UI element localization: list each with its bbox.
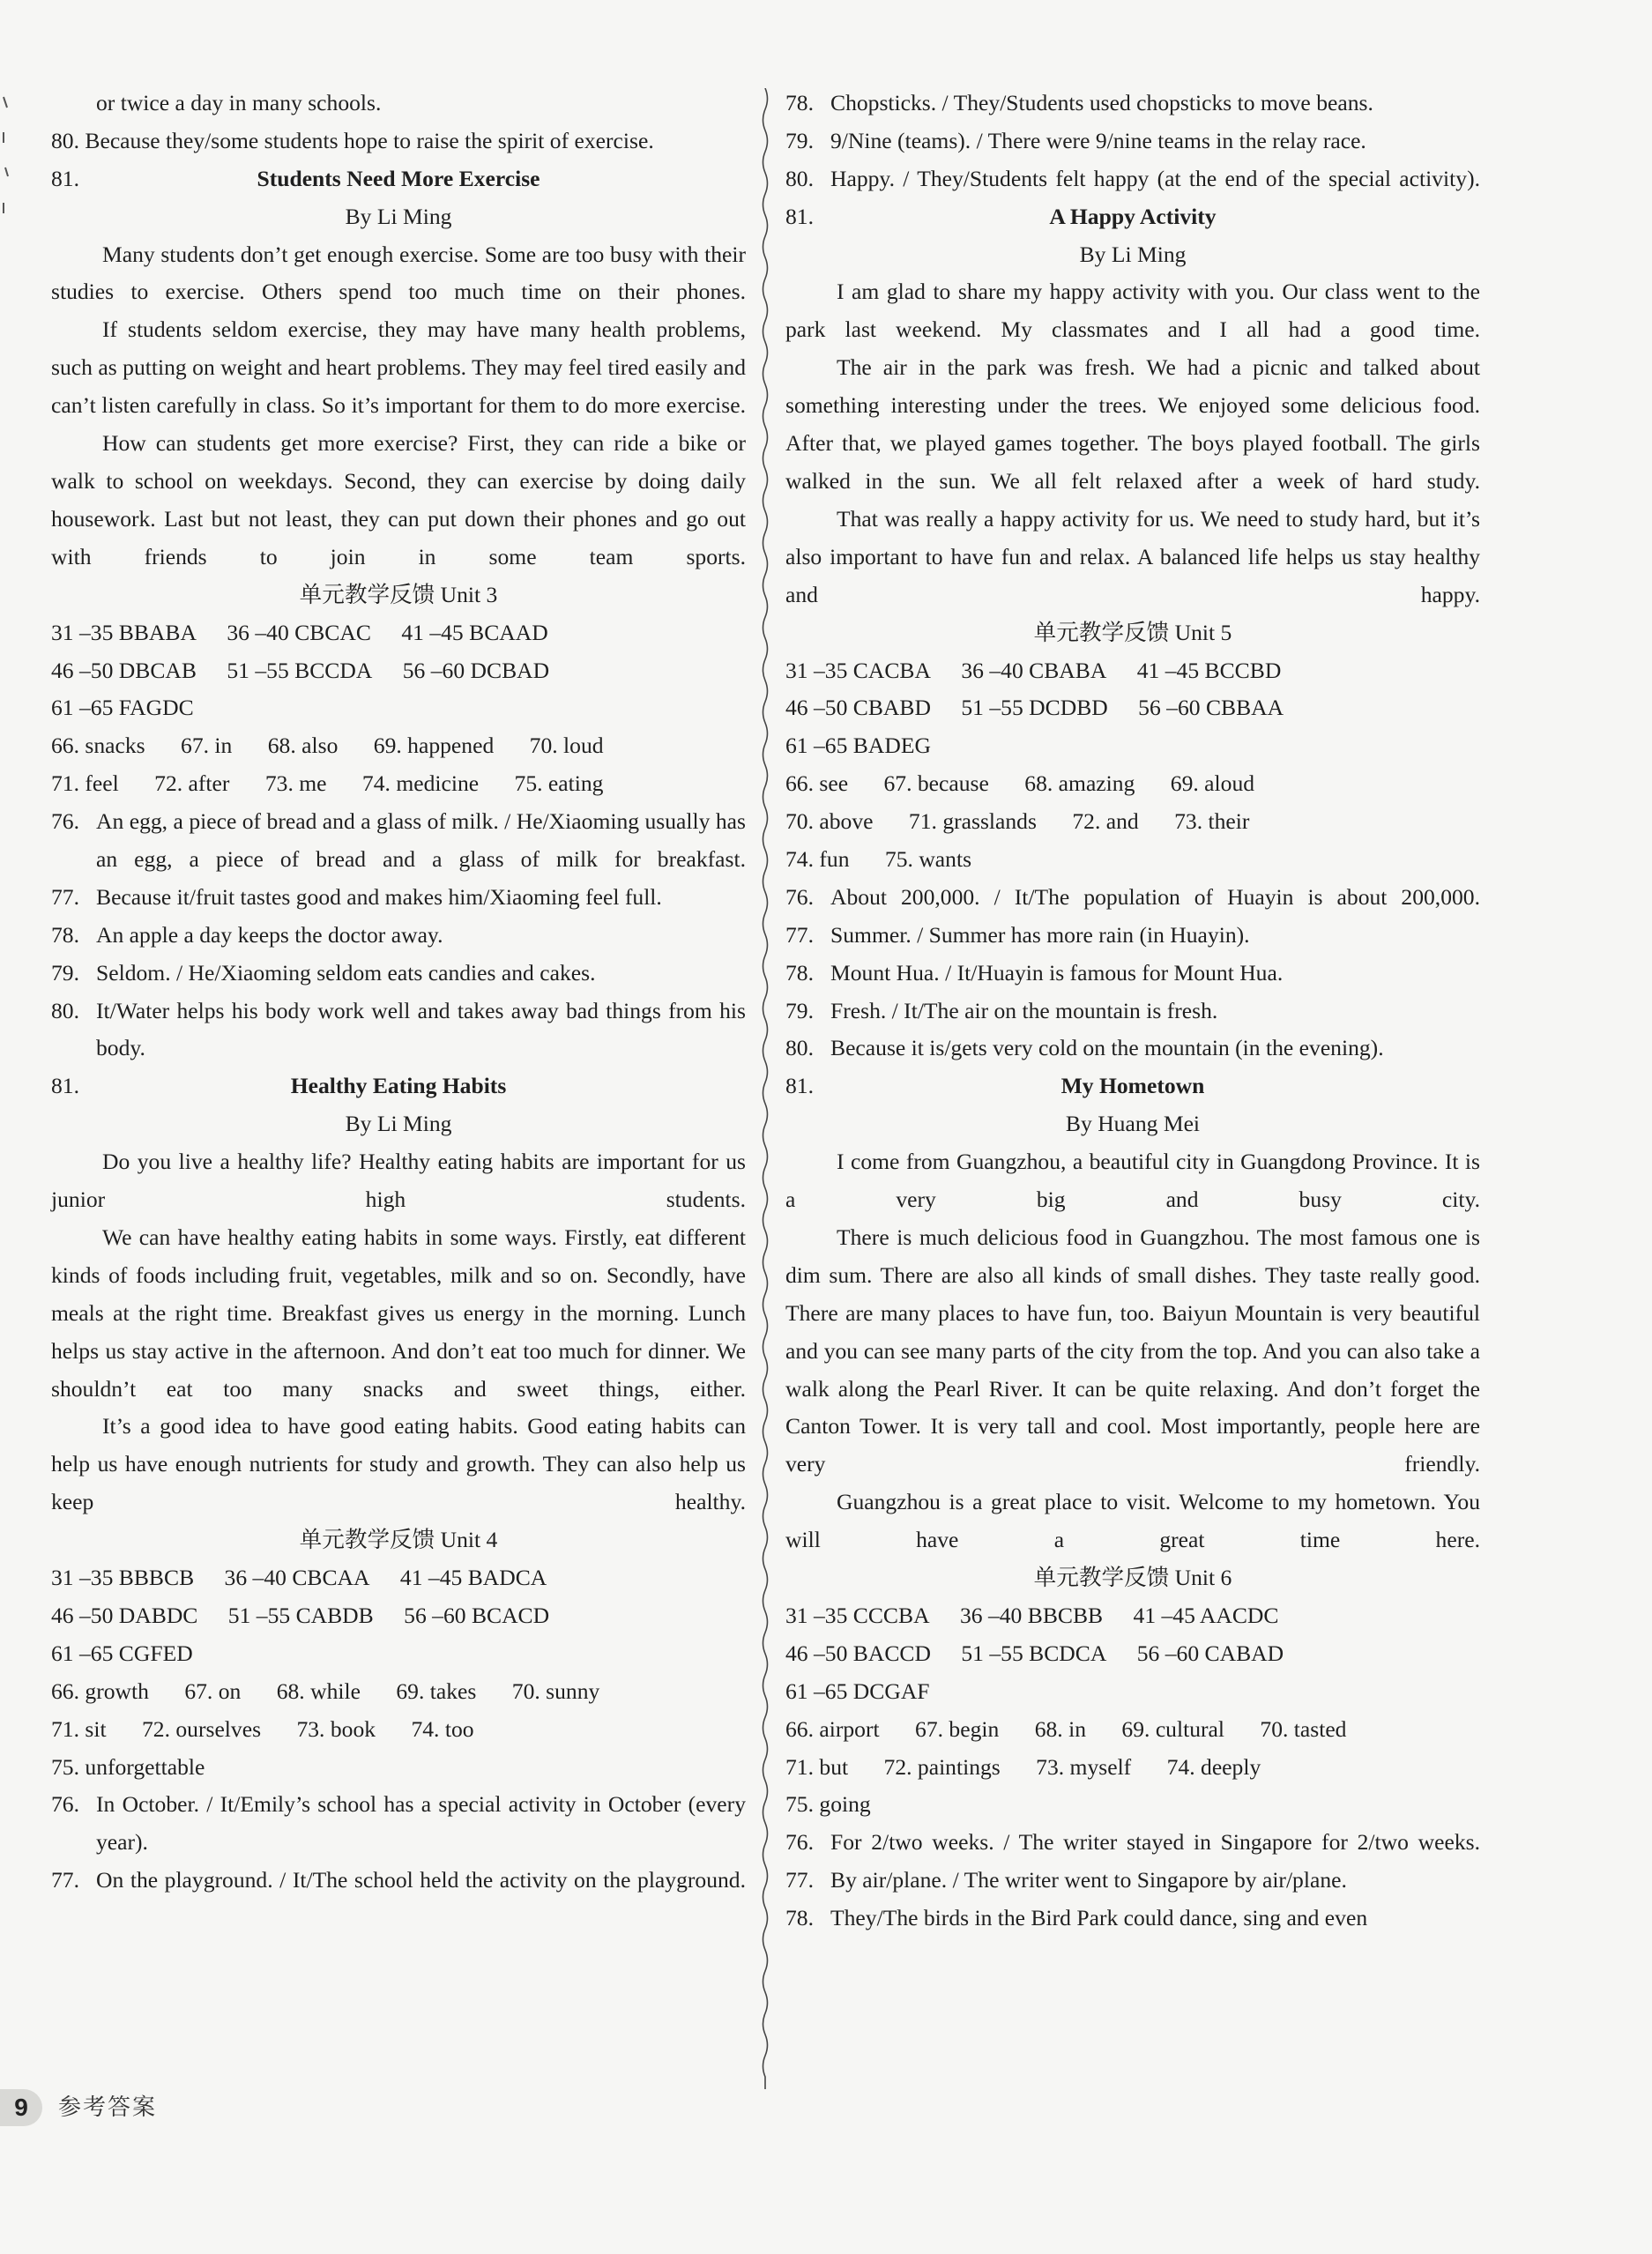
answer-item [51, 803, 746, 879]
essay-paragraph: There is much delicious food in Guangzhou. The most famous one is dim sum. There are also all kinds of small dishes. They taste really good. There are many places to have fun, too. Baiyun Mountain is very beautiful and you can see many parts of the city from the top. And you can also take a walk along the Pearl River. It can be quite relaxing. And don’t forget the Canton Tower. It is very tall and cool. Most importantly, people here are very friendly. [785, 1224, 1480, 1477]
blank-row [785, 1786, 1480, 1824]
answer-item [785, 1900, 1480, 1938]
mc-row [785, 727, 1480, 765]
mc-row [785, 1597, 1480, 1635]
blank-answer: 69. happened [373, 733, 495, 759]
left-column [51, 85, 746, 1900]
blank-answer: 70. loud [529, 733, 604, 759]
blank-answer: 66. see [785, 770, 849, 797]
question-number: 81. [785, 1073, 814, 1099]
answer-text: Mount Hua. / It/Huayin is famous for Mount Hua. [830, 959, 1284, 986]
answer-item [785, 993, 1480, 1030]
answer-text: An egg, a piece of bread and a glass of milk. / He/Xiaoming usually has an egg, a piece of bread and a glass of milk for breakfast. [96, 808, 746, 872]
question-number: 76. [51, 808, 79, 835]
mc-answer: 56 –60 DCBAD [402, 657, 550, 683]
essay-paragraph: That was really a happy activity for us. We need to study hard, but it’s also important to have fun and relax. A balanced life helps us stay healthy and happy. [785, 505, 1480, 607]
mc-row [785, 652, 1480, 690]
blank-row [785, 803, 1480, 841]
blank-answer: 71. sit [51, 1715, 107, 1742]
unit-heading: 单元教学反馈 Unit 5 [1033, 619, 1232, 645]
question-number: 81. [51, 1073, 79, 1099]
question-number: 81. [51, 165, 79, 191]
blank-row [785, 1749, 1480, 1787]
mc-answer: 61 –65 FAGDC [51, 695, 194, 721]
essay-my-hometown [785, 1067, 1480, 1559]
essay-healthy-eating-habits [51, 1067, 746, 1521]
question-number: 80. [51, 997, 79, 1023]
blank-answer: 69. aloud [1170, 770, 1255, 797]
essay-paragraph: If students seldom exercise, they may have many health problems, such as putting on weight and heart problems. They may feel tired easily and can’t listen carefully in class. So it’s important for them to do more exercise. [51, 316, 746, 419]
mc-answer: 61 –65 DCGAF [785, 1677, 930, 1704]
blank-answer: 68. amazing [1024, 770, 1135, 797]
essay-author: By Li Ming [345, 203, 452, 229]
essay-author: By Li Ming [345, 1111, 452, 1137]
blank-answer: 75. wants [884, 845, 972, 872]
mc-answer: 31 –35 CACBA [785, 657, 931, 683]
blank-answer: 70. sunny [511, 1677, 600, 1704]
answer-text: Because it is/gets very cold on the mountain (in the evening). [830, 1035, 1384, 1061]
question-number: 78. [785, 90, 814, 115]
question-number: 76. [51, 1791, 79, 1818]
essay-paragraph: How can students get more exercise? First, they can ride a bike or walk to school on weekdays. Second, they can exercise by doing daily housework. Last but not least, they can put down their phones and go out with friends to join in some team sports. [51, 430, 746, 569]
blank-answer: 68. also [267, 733, 339, 759]
essay-paragraph: Many students don’t get enough exercise. Some are too busy with their studies to exercise. Others spend too much time on their phones. [51, 241, 746, 305]
question-number: 77. [785, 921, 814, 948]
unit-heading: 单元教学反馈 Unit 3 [299, 581, 498, 607]
answer-text: For 2/two weeks. / The writer stayed in Singapore for 2/two weeks. [830, 1829, 1480, 1856]
binding-edge-marks [0, 88, 12, 2116]
unit-heading: 单元教学反馈 Unit 6 [1033, 1565, 1232, 1591]
mc-answer: 46 –50 DABDC [51, 1602, 198, 1628]
question-number: 79. [51, 959, 79, 986]
question-number: 80. [785, 165, 814, 191]
question-number: 79. [785, 997, 814, 1023]
answer-text: Chopsticks. / They/Students used chopsticks to move beans. [830, 90, 1373, 115]
essay-author: By Huang Mei [1065, 1111, 1201, 1137]
answer-text: An apple a day keeps the doctor away. [96, 921, 443, 948]
mc-row [785, 1673, 1480, 1711]
answer-line: or twice a day in many schools. [96, 90, 382, 115]
blank-row [51, 727, 746, 765]
essay-title: Healthy Eating Habits [290, 1073, 507, 1099]
mc-answer: 36 –40 CBCAA [224, 1565, 370, 1591]
answer-item [785, 917, 1480, 955]
page-number: 9 [0, 2089, 42, 2126]
mc-answer: 41 –45 AACDC [1133, 1602, 1279, 1628]
blank-answer: 66. airport [785, 1715, 880, 1742]
blank-answer: 67. on [184, 1677, 242, 1704]
answer-item [785, 160, 1480, 198]
blank-row [51, 1673, 746, 1711]
mc-row [51, 689, 746, 727]
question-number: 78. [785, 1905, 814, 1931]
mc-row [785, 1635, 1480, 1673]
blank-answer: 66. growth [51, 1677, 149, 1704]
blank-answer: 72. paintings [883, 1753, 1001, 1780]
mc-answer: 56 –60 CABAD [1136, 1640, 1284, 1666]
blank-answer: 70. above [785, 808, 874, 835]
blank-answer: 75. going [785, 1791, 871, 1818]
blank-answer: 67. in [181, 733, 233, 759]
question-number: 78. [51, 921, 79, 948]
answer-item [51, 1786, 746, 1862]
essay-paragraph: It’s a good idea to have good eating habits. Good eating habits can help us have enough nutrients for study and growth. They can also help us keep healthy. [51, 1413, 746, 1515]
mc-answer: 51 –55 CABDB [227, 1602, 374, 1628]
question-number: 80. [785, 1035, 814, 1061]
mc-row [51, 614, 746, 652]
answer-text: On the playground. / It/The school held the activity on the playground. [96, 1867, 746, 1893]
mc-row [51, 1597, 746, 1635]
mc-row [51, 1559, 746, 1597]
answer-item [51, 917, 746, 955]
mc-row [51, 1635, 746, 1673]
essay-title: A Happy Activity [1049, 203, 1217, 229]
blank-answer: 74. fun [785, 845, 850, 872]
right-column [785, 85, 1480, 1938]
blank-answer: 71. feel [51, 770, 119, 797]
mc-answer: 46 –50 DBCAB [51, 657, 197, 683]
blank-answer: 71. but [785, 1753, 849, 1780]
answer-line: 80. Because they/some students hope to raise the spirit of exercise. [51, 127, 654, 153]
answer-item [785, 1824, 1480, 1862]
essay-paragraph: I come from Guangzhou, a beautiful city in Guangdong Province. It is a very big and busy city. [785, 1149, 1480, 1213]
blank-answer: 75. eating [514, 770, 604, 797]
mc-answer: 31 –35 BBABA [51, 619, 197, 645]
blank-answer: 73. book [296, 1715, 376, 1742]
question-number: 76. [785, 1829, 814, 1856]
question-number: 77. [51, 1867, 79, 1893]
essay-paragraph: I am glad to share my happy activity with you. Our class went to the park last weekend. My classmates and I all had a good time. [785, 279, 1480, 343]
blank-answer: 71. grasslands [908, 808, 1037, 835]
answer-item [785, 879, 1480, 917]
answer-text: Seldom. / He/Xiaoming seldom eats candies and cakes. [96, 959, 596, 986]
mc-answer: 46 –50 BACCD [785, 1640, 931, 1666]
mc-answer: 51 –55 BCDCA [961, 1640, 1107, 1666]
blank-answer: 75. unforgettable [51, 1753, 205, 1780]
blank-answer: 72. ourselves [141, 1715, 262, 1742]
footer-label: 参考答案 [58, 2094, 158, 2120]
question-number: 78. [785, 959, 814, 986]
blank-answer: 67. because [883, 770, 989, 797]
answer-item [51, 955, 746, 993]
blank-answer: 70. tasted [1260, 1715, 1347, 1742]
question-number: 76. [785, 883, 814, 910]
unit-heading: 单元教学反馈 Unit 4 [299, 1527, 498, 1553]
answer-item [51, 879, 746, 917]
question-number: 81. [785, 203, 814, 229]
answer-item [785, 1862, 1480, 1900]
mc-answer: 41 –45 BCAAD [401, 619, 548, 645]
question-number: 77. [785, 1867, 814, 1893]
answer-item [51, 1862, 746, 1900]
answer-text: About 200,000. / It/The population of Huayin is about 200,000. [830, 883, 1480, 910]
essay-paragraph: The air in the park was fresh. We had a picnic and talked about something interesting under the trees. We enjoyed some delicious food. After that, we played games together. The boys played football. The girls walked in the sun. We all felt relaxed after a week of hard study. [785, 354, 1480, 494]
mc-answer: 36 –40 CBCAC [227, 619, 371, 645]
question-number: 77. [51, 883, 79, 910]
blank-answer: 69. cultural [1121, 1715, 1224, 1742]
column-divider [759, 88, 771, 2089]
essay-paragraph: We can have healthy eating habits in some ways. Firstly, eat different kinds of foods including fruit, vegetables, milk and so on. Secondly, have meals at the right time. Breakfast gives us energy in the morning. Lunch helps us stay active in the afternoon. And don’t eat too much for dinner. We shouldn’t eat too many snacks and sweet things, either. [51, 1224, 746, 1402]
blank-answer: 66. snacks [51, 733, 145, 759]
answer-text: Happy. / They/Students felt happy (at the end of the special activity). [830, 165, 1480, 191]
mc-answer: 61 –65 CGFED [51, 1640, 193, 1666]
mc-answer: 41 –45 BCCBD [1136, 657, 1282, 683]
blank-row [785, 841, 1480, 879]
blank-answer: 68. while [276, 1677, 361, 1704]
mc-answer: 36 –40 CBABA [961, 657, 1107, 683]
answer-text: Because it/fruit tastes good and makes him/Xiaoming feel full. [96, 883, 662, 910]
mc-answer: 56 –60 CBBAA [1138, 695, 1284, 721]
answer-text: It/Water helps his body work well and takes away bad things from his body. [96, 997, 746, 1061]
essay-paragraph: Guangzhou is a great place to visit. Welcome to my hometown. You will have a great time here. [785, 1489, 1480, 1553]
answer-text: In October. / It/Emily’s school has a special activity in October (every year). [96, 1791, 746, 1856]
mc-answer: 31 –35 BBBCB [51, 1565, 195, 1591]
mc-row [51, 652, 746, 690]
blank-row [785, 765, 1480, 803]
blank-row [51, 765, 746, 803]
mc-answer: 31 –35 CCCBA [785, 1602, 930, 1628]
blank-answer: 72. and [1072, 808, 1139, 835]
answer-item [785, 123, 1480, 160]
blank-answer: 67. begin [915, 1715, 1000, 1742]
blank-answer: 74. deeply [1166, 1753, 1261, 1780]
mc-answer: 61 –65 BADEG [785, 733, 931, 759]
blank-answer: 72. after [154, 770, 230, 797]
essay-title: My Hometown [1060, 1073, 1205, 1099]
blank-row [785, 1711, 1480, 1749]
answer-item [785, 955, 1480, 993]
answer-text: Fresh. / It/The air on the mountain is fresh. [830, 997, 1218, 1023]
answer-text: They/The birds in the Bird Park could dance, sing and even [830, 1905, 1368, 1931]
mc-row [785, 689, 1480, 727]
essay-author: By Li Ming [1079, 241, 1187, 267]
answer-text: 9/Nine (teams). / There were 9/nine teams in the relay race. [830, 127, 1366, 153]
question-number: 79. [785, 127, 814, 153]
mc-answer: 41 –45 BADCA [399, 1565, 547, 1591]
mc-answer: 51 –55 BCCDA [227, 657, 373, 683]
essay-title: Students Need More Exercise [257, 165, 540, 191]
mc-answer: 56 –60 BCACD [404, 1602, 550, 1628]
mc-answer: 36 –40 BBCBB [959, 1602, 1104, 1628]
blank-answer: 73. me [264, 770, 327, 797]
blank-answer: 68. in [1034, 1715, 1087, 1742]
essay-a-happy-activity [785, 198, 1480, 614]
blank-answer: 69. takes [396, 1677, 477, 1704]
blank-row [51, 1749, 746, 1787]
mc-answer: 51 –55 DCDBD [961, 695, 1108, 721]
answer-text: By air/plane. / The writer went to Singapore by air/plane. [830, 1867, 1347, 1893]
answer-item [51, 993, 746, 1068]
blank-row [51, 1711, 746, 1749]
blank-answer: 74. too [411, 1715, 474, 1742]
blank-answer: 73. myself [1036, 1753, 1132, 1780]
answer-item [785, 85, 1480, 123]
blank-answer: 73. their [1174, 808, 1250, 835]
essay-students-need-more-exercise [51, 160, 746, 577]
answer-text: Summer. / Summer has more rain (in Huayin). [830, 921, 1250, 948]
blank-answer: 74. medicine [361, 770, 480, 797]
essay-paragraph: Do you live a healthy life? Healthy eating habits are important for us junior high students. [51, 1149, 746, 1213]
answer-item [785, 1030, 1480, 1067]
mc-answer: 46 –50 CBABD [785, 695, 931, 721]
